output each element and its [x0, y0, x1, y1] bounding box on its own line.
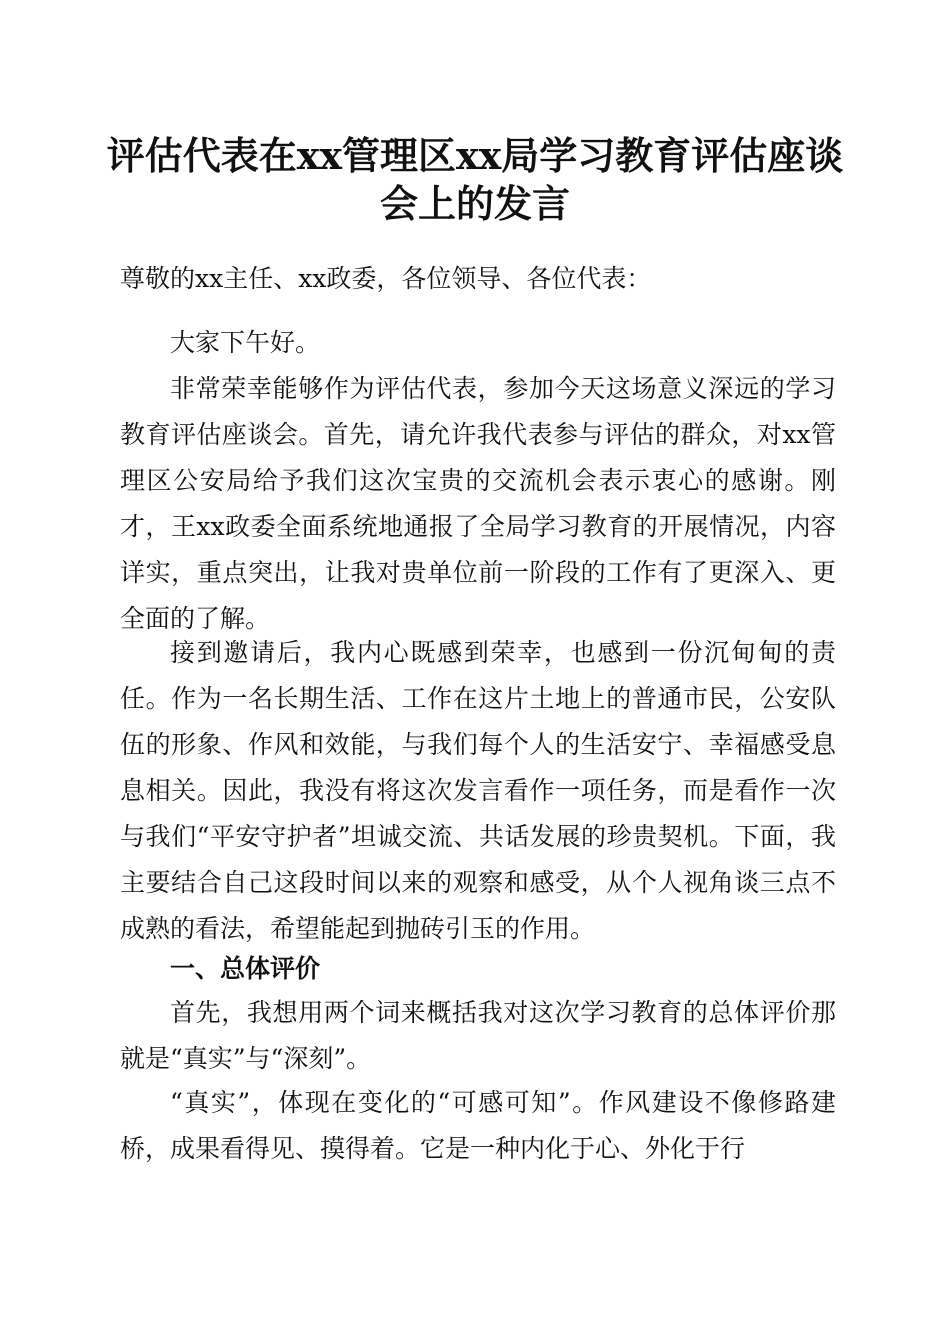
paragraph-3: 首先，我想用两个词来概括我对这次学习教育的总体评价那就是“真实”与“深刻”。 — [120, 998, 836, 1073]
paragraph-2: 接到邀请后，我内心既感到荣幸，也感到一份沉甸甸的责任。作为一名长期生活、工作在这片土地上的普通市民，公安队伍的形象、作风和效能，与我们每个人的生活安宁、幸福感受息息相关。因此，我没有将这次发言看作一项任务，而是看作一次与我们“平安守护者”坦诚交流、共话发展的珍贵契机。下面，我主要结合自己这段时间以来的观察和感受，从个人视角谈三点不成熟的看法，希望能起到抛砖引玉的作用。 — [120, 638, 836, 943]
section-heading-1: 一、总体评价 — [170, 954, 321, 983]
greeting: 大家下午好。 — [170, 328, 321, 357]
document-title-line-2: 会上的发言 — [379, 181, 570, 226]
document-title-line-1: 评估代表在xx管理区xx局学习教育评估座谈 — [106, 133, 844, 178]
paragraph-4: “真实”，体现在变化的“可感可知”。作风建设不像修路建桥，成果看得见、摸得着。它是一种内化于心、外化于行 — [120, 1088, 836, 1163]
paragraph-1: 非常荣幸能够作为评估代表，参加今天这场意义深远的学习教育评估座谈会。首先，请允许我代表参与评估的群众，对xx管理区公安局给予我们这次宝贵的交流机会表示衷心的感谢。刚才，王xx政委全面系统地通报了全局学习教育的开展情况，内容详实，重点突出，让我对贵单位前一阶段的工作有了更深入、更全面的了解。 — [120, 374, 836, 633]
salutation: 尊敬的xx主任、xx政委，各位领导、各位代表： — [120, 264, 652, 293]
